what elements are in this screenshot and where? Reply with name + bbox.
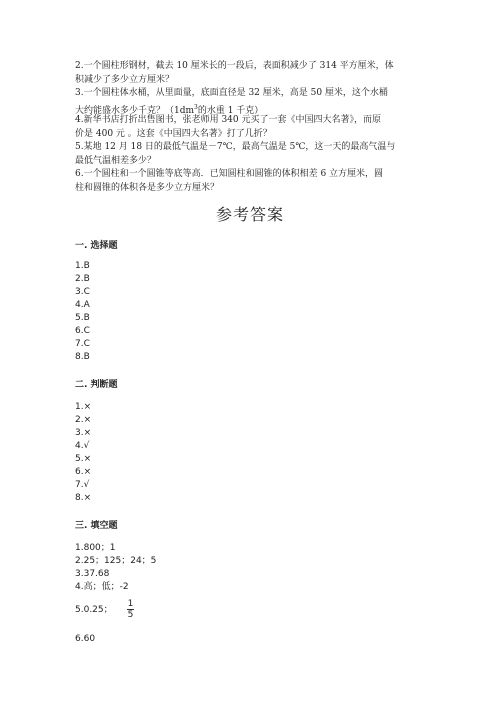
choice-answer: 5.B <box>75 313 90 323</box>
question-4 <box>75 114 435 141</box>
question-4-line-2: 价是 400 元 。这套《中国四大名著》打了几折？ <box>75 128 272 139</box>
judge-answers <box>75 401 91 504</box>
choice-answers <box>75 260 90 363</box>
choice-answer: 8.B <box>75 352 90 362</box>
fill-answer-5-prefix: 5.0.25； <box>75 605 113 615</box>
choice-answer: 1.B <box>75 261 90 271</box>
choice-answer: 6.C <box>75 326 90 336</box>
question-3-line-2b: 的水重 1 千克） <box>197 105 264 116</box>
question-3-line-2a: 大约能盛水多少千克？（1dm <box>75 105 195 116</box>
judge-answer: 6.× <box>75 467 92 477</box>
judge-answer: 8.× <box>75 493 92 503</box>
fill-answer: 3.37.68 <box>75 569 110 579</box>
choice-answer: 2.B <box>75 274 90 284</box>
choice-answer: 3.C <box>75 287 90 297</box>
judge-answer: 5.× <box>75 454 92 464</box>
question-6 <box>75 168 435 195</box>
judge-answer: 3.× <box>75 428 92 438</box>
question-4-line-1: 4.新华书店打折出售图书，张老师用 340 元买了一套《中国四大名著》，而原 <box>75 115 381 125</box>
fill-answer-6: 6.60 <box>75 634 96 644</box>
fill-answer-5 <box>75 599 134 620</box>
fill-answer: 4.高；低；-2 <box>75 582 129 592</box>
section-heading-choice: 一. 选择题 <box>75 241 118 251</box>
fraction-denominator: 5 <box>127 610 134 620</box>
judge-answer: 7.√ <box>75 480 90 490</box>
fraction-one-fifth <box>127 599 135 620</box>
choice-answer: 4.A <box>75 300 90 310</box>
fill-answer: 2.25；125；24；5 <box>75 556 157 566</box>
question-6-line-2: 柱和圆锥的体积各是多少立方厘米？ <box>75 182 220 193</box>
question-6-line-1: 6.一个圆柱和一个圆锥等底等高．已知圆柱和圆锥的体积相差 6 立方厘米，圆 <box>75 169 384 179</box>
fraction-numerator: 1 <box>127 599 134 609</box>
question-5-line-1: 5.某地 12 月 18 日的最低气温是－7℃，最高气温是 5℃，这一天的最高气温与 <box>75 142 396 152</box>
question-5-line-2: 最低气温相差多少？ <box>75 155 157 166</box>
question-3-line-1: 3.一个圆柱体水桶，从里面量，底面直径是 32 厘米，高是 50 厘米，这个水桶 <box>75 88 388 98</box>
judge-answer: 2.× <box>75 415 92 425</box>
fill-answers <box>75 542 156 593</box>
section-heading-judge: 二. 判断题 <box>75 380 118 390</box>
fill-answer: 1.800；1 <box>75 543 116 553</box>
question-2-line-1: 2.一个圆柱形钢材，截去 10 厘米长的一段后，表面积减少了 314 平方厘米，体 <box>75 61 394 71</box>
question-2 <box>75 60 435 87</box>
answer-title: 参考答案 <box>215 205 284 224</box>
cubic-superscript: 3 <box>194 103 198 111</box>
judge-answer: 1.× <box>75 402 92 412</box>
question-2-line-2: 积减少了多少立方厘米？ <box>75 74 175 85</box>
choice-answer: 7.C <box>75 339 90 349</box>
judge-answer: 4.√ <box>75 441 90 451</box>
section-heading-fill: 三. 填空题 <box>75 521 118 531</box>
question-5 <box>75 141 435 168</box>
